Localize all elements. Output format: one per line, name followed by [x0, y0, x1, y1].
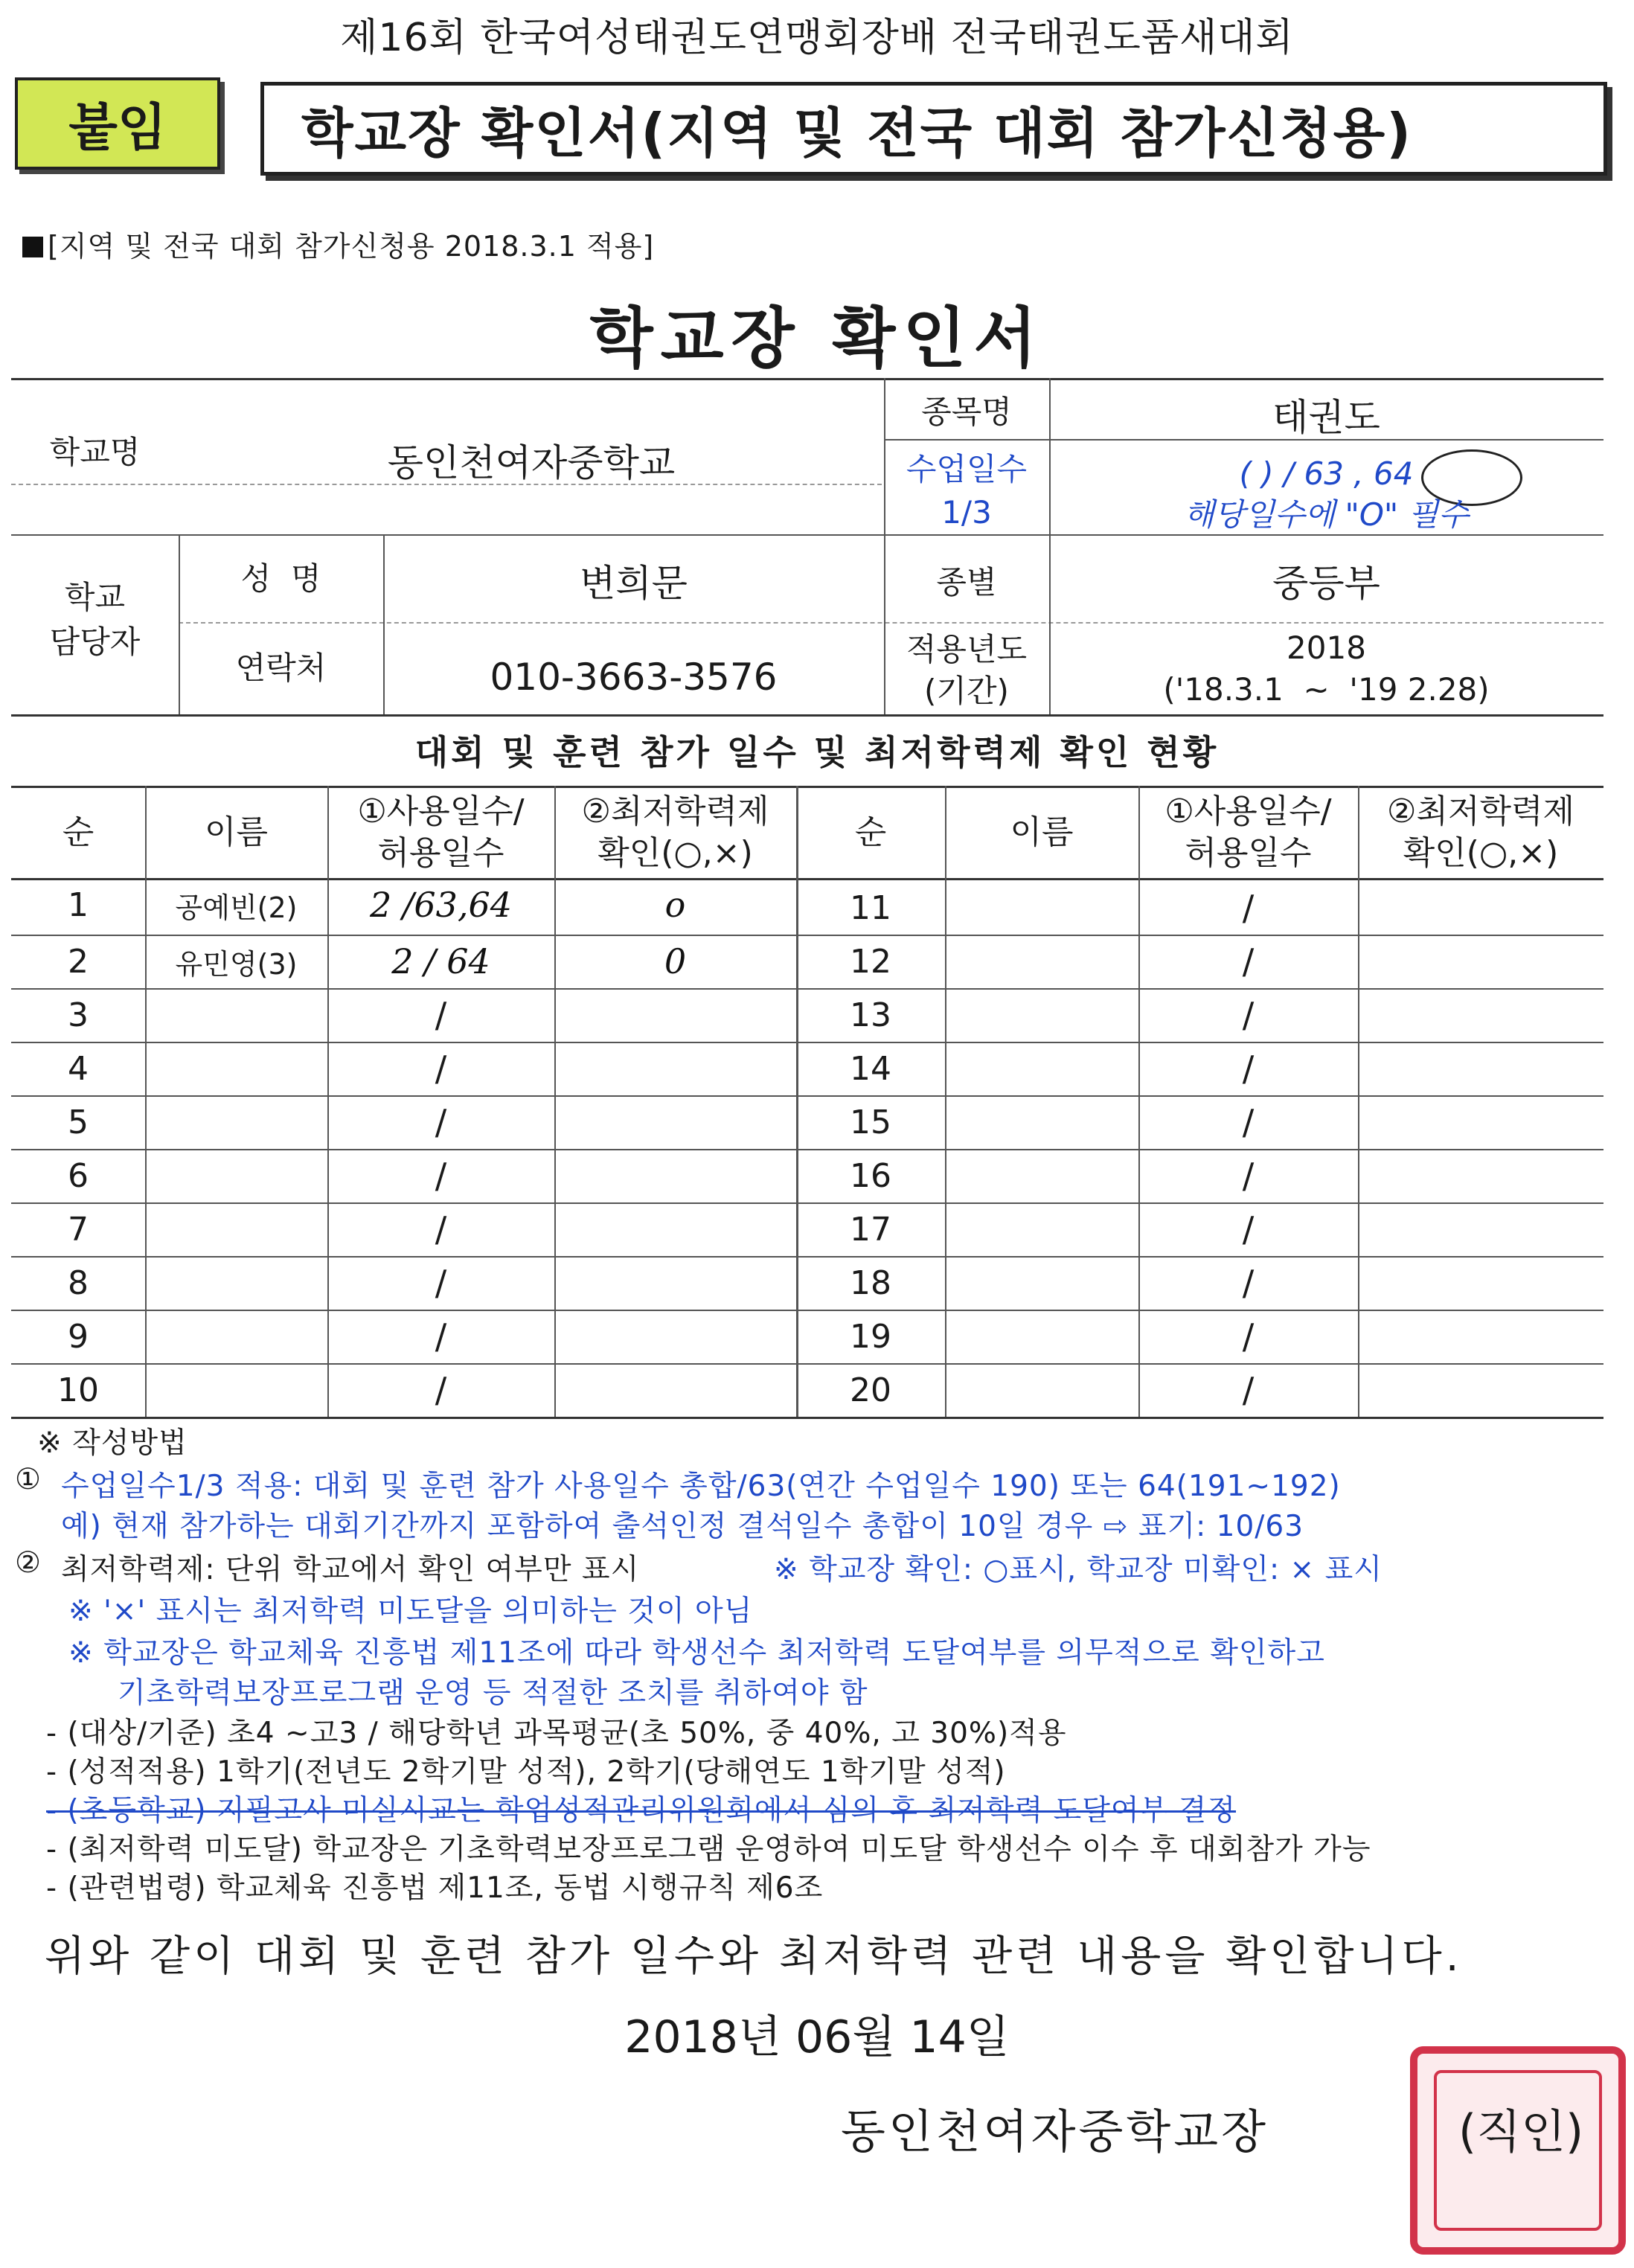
days-used: /: [435, 1316, 447, 1356]
header-check-left-2: 확인(○,×): [597, 834, 753, 872]
document-title: 학교장 확인서(지역 및 전국 대회 참가신청용): [260, 82, 1607, 176]
header-check-right-1: ②최저학력제: [1387, 792, 1574, 830]
item2-number: ②: [15, 1546, 42, 1580]
header-days-left-2: 허용일수: [377, 834, 504, 872]
year-label-2: (기간): [924, 673, 1009, 709]
header-no-left: 순: [62, 813, 94, 851]
header-name-right: 이름: [1010, 813, 1074, 851]
days-used: /: [435, 1263, 447, 1303]
manager-label-2: 담당자: [49, 624, 141, 660]
item2-note: ※ 학교장 확인: ○표시, 학교장 미확인: × 표시: [774, 1553, 1383, 1586]
sub-note: [22, 223, 654, 264]
square-bullet-icon: [22, 237, 43, 257]
row-number: 10: [57, 1371, 99, 1409]
row-number: 18: [850, 1263, 891, 1302]
manager-name: 변희문: [580, 562, 688, 605]
row-number: 2: [68, 942, 89, 981]
min-achievement-check: 0: [664, 941, 687, 981]
sport-value: 태권도: [1272, 396, 1380, 439]
header-days-left-1: ①사용일수/: [357, 792, 525, 830]
row-number: 4: [68, 1049, 89, 1088]
days-used: /: [1242, 888, 1255, 928]
dash-item-5: - (관련법령) 학교체육 진흥법 제11조, 동법 시행규칙 제6조: [46, 1871, 824, 1905]
division-label: 종별: [936, 564, 997, 600]
item1-line2: 예) 현재 참가하는 대회기간까지 포함하여 출석인정 결석일수 총합이 10일 경우 ⇨ 표기: 10/63: [61, 1510, 1304, 1543]
issue-date: 2018년 06월 14일: [624, 2011, 1010, 2063]
year-period: ('18.3.1 ~ '19 2.28): [1163, 670, 1490, 708]
days-used: /: [1242, 1048, 1255, 1089]
student-name: 유민영(3): [175, 947, 298, 981]
student-name: 공예빈(2): [175, 891, 298, 924]
days-used: /: [1242, 995, 1255, 1035]
item1-line1: 수업일수1/3 적용: 대회 및 훈련 참가 사용일수 총합/63(연간 수업일수 190) 또는 64(191~192): [61, 1470, 1341, 1503]
school-name-label: 학교명: [49, 434, 141, 470]
manager-label-1: 학교: [64, 579, 126, 615]
row-number: 6: [68, 1156, 89, 1195]
note-b-line1: ※ 학교장은 학교체육 진흥법 제11조에 따라 학생선수 최저학력 도달여부를 의무적으로 확인하고: [68, 1636, 1325, 1670]
event-title: 제16회 한국여성태권도연맹회장배 전국태권도품새대회: [340, 16, 1294, 60]
attachment-badge: 붙임: [15, 77, 220, 170]
year-value: 2018: [1287, 629, 1366, 666]
days-used: /: [435, 1209, 447, 1249]
contact-label: 연락처: [235, 650, 327, 686]
sport-label: 종목명: [921, 394, 1012, 430]
days-used: 2 / 64: [391, 941, 490, 981]
row-number: 13: [850, 996, 891, 1034]
days-used: /: [435, 1048, 447, 1089]
header-check-right-2: 확인(○,×): [1403, 834, 1559, 872]
header-check-left-1: ②최저학력제: [581, 792, 769, 830]
division-value: 중등부: [1272, 562, 1380, 605]
row-number: 16: [850, 1156, 891, 1195]
days-used: /: [1242, 1209, 1255, 1249]
row-number: 5: [68, 1103, 89, 1141]
header-days-right-1: ①사용일수/: [1164, 792, 1332, 830]
name-label: 성 명: [240, 560, 321, 597]
days-used: /: [435, 995, 447, 1035]
class-days-label: 수업일수: [906, 451, 1028, 487]
main-title: 학교장 확인서: [589, 300, 1045, 377]
seal-label: (직인): [1458, 2104, 1584, 2159]
dash-item-2: - (성적적용) 1학기(전년도 2학기말 성적), 2학기(당해연도 1학기말 성적): [46, 1755, 1006, 1789]
row-number: 11: [850, 888, 891, 927]
dash-item-1: - (대상/기준) 초4 ~고3 / 해당학년 과목평균(초 50%, 중 40%, 고 30%)적용: [46, 1717, 1067, 1750]
contact-value: 010-3663-3576: [490, 656, 778, 699]
year-label-1: 적용년도: [906, 631, 1028, 667]
row-number: 19: [850, 1317, 891, 1356]
days-used: /: [1242, 1316, 1255, 1356]
days-used: /: [1242, 1102, 1255, 1142]
row-number: 14: [850, 1049, 891, 1088]
class-days-ratio: 1/3: [941, 493, 992, 531]
row-number: 9: [68, 1317, 89, 1356]
days-used: /: [435, 1156, 447, 1196]
class-days-value: ( ) / 63 , 64: [1239, 455, 1414, 492]
confirmation-statement: 위와 같이 대회 및 훈련 참가 일수와 최저학력 관련 내용을 확인합니다.: [45, 1932, 1463, 1981]
section-title: 대회 및 훈련 참가 일수 및 최저학력제 확인 현황: [414, 732, 1220, 772]
header-no-right: 순: [854, 813, 887, 851]
row-number: 20: [850, 1371, 891, 1409]
note-b-line2: 기초학력보장프로그램 운영 등 적절한 조치를 취하여야 함: [118, 1676, 868, 1710]
row-number: 12: [850, 942, 891, 981]
instructions-heading: ※ 작성방법: [37, 1426, 188, 1460]
header-name-left: 이름: [204, 813, 268, 851]
row-number: 1: [68, 885, 89, 924]
dash-item-4: - (최저학력 미도달) 학교장은 기초학력보장프로그램 운영하여 미도달 학생선수 이수 후 대회참가 가능: [46, 1833, 1371, 1866]
header-days-right-2: 허용일수: [1185, 834, 1312, 872]
item1-number: ①: [15, 1463, 42, 1496]
note-a: ※ '×' 표시는 최저학력 미도달을 의미하는 것이 아님: [68, 1595, 753, 1628]
class-days-note: 해당일수에 "O" 필수: [1184, 496, 1469, 533]
principal-title: 동인천여자중학교장: [841, 2104, 1269, 2159]
min-achievement-check: o: [664, 885, 686, 925]
days-used: /: [435, 1102, 447, 1142]
item2-text: 최저학력제: 단위 학교에서 확인 여부만 표시: [61, 1553, 640, 1586]
row-number: 17: [850, 1210, 891, 1249]
row-number: 15: [850, 1103, 891, 1141]
dash-item-3-struck: - (초등학교) 지필고사 미실시교는 학업성적관리위원회에서 심의 후 최저학력 도달여부 결정: [46, 1794, 1237, 1827]
days-used: /: [1242, 1370, 1255, 1410]
days-used: /: [1242, 1156, 1255, 1196]
days-used: /: [1242, 941, 1255, 981]
row-number: 7: [68, 1210, 89, 1249]
days-used: /: [1242, 1263, 1255, 1303]
school-name-value: 동인천여자중학교: [387, 441, 676, 484]
row-number: 8: [68, 1263, 89, 1302]
row-number: 3: [68, 996, 89, 1034]
days-used: 2 /63,64: [369, 885, 513, 925]
days-used: /: [435, 1370, 447, 1410]
sub-note-text: [지역 및 전국 대회 참가신청용 2018.3.1 적용]: [48, 230, 655, 263]
